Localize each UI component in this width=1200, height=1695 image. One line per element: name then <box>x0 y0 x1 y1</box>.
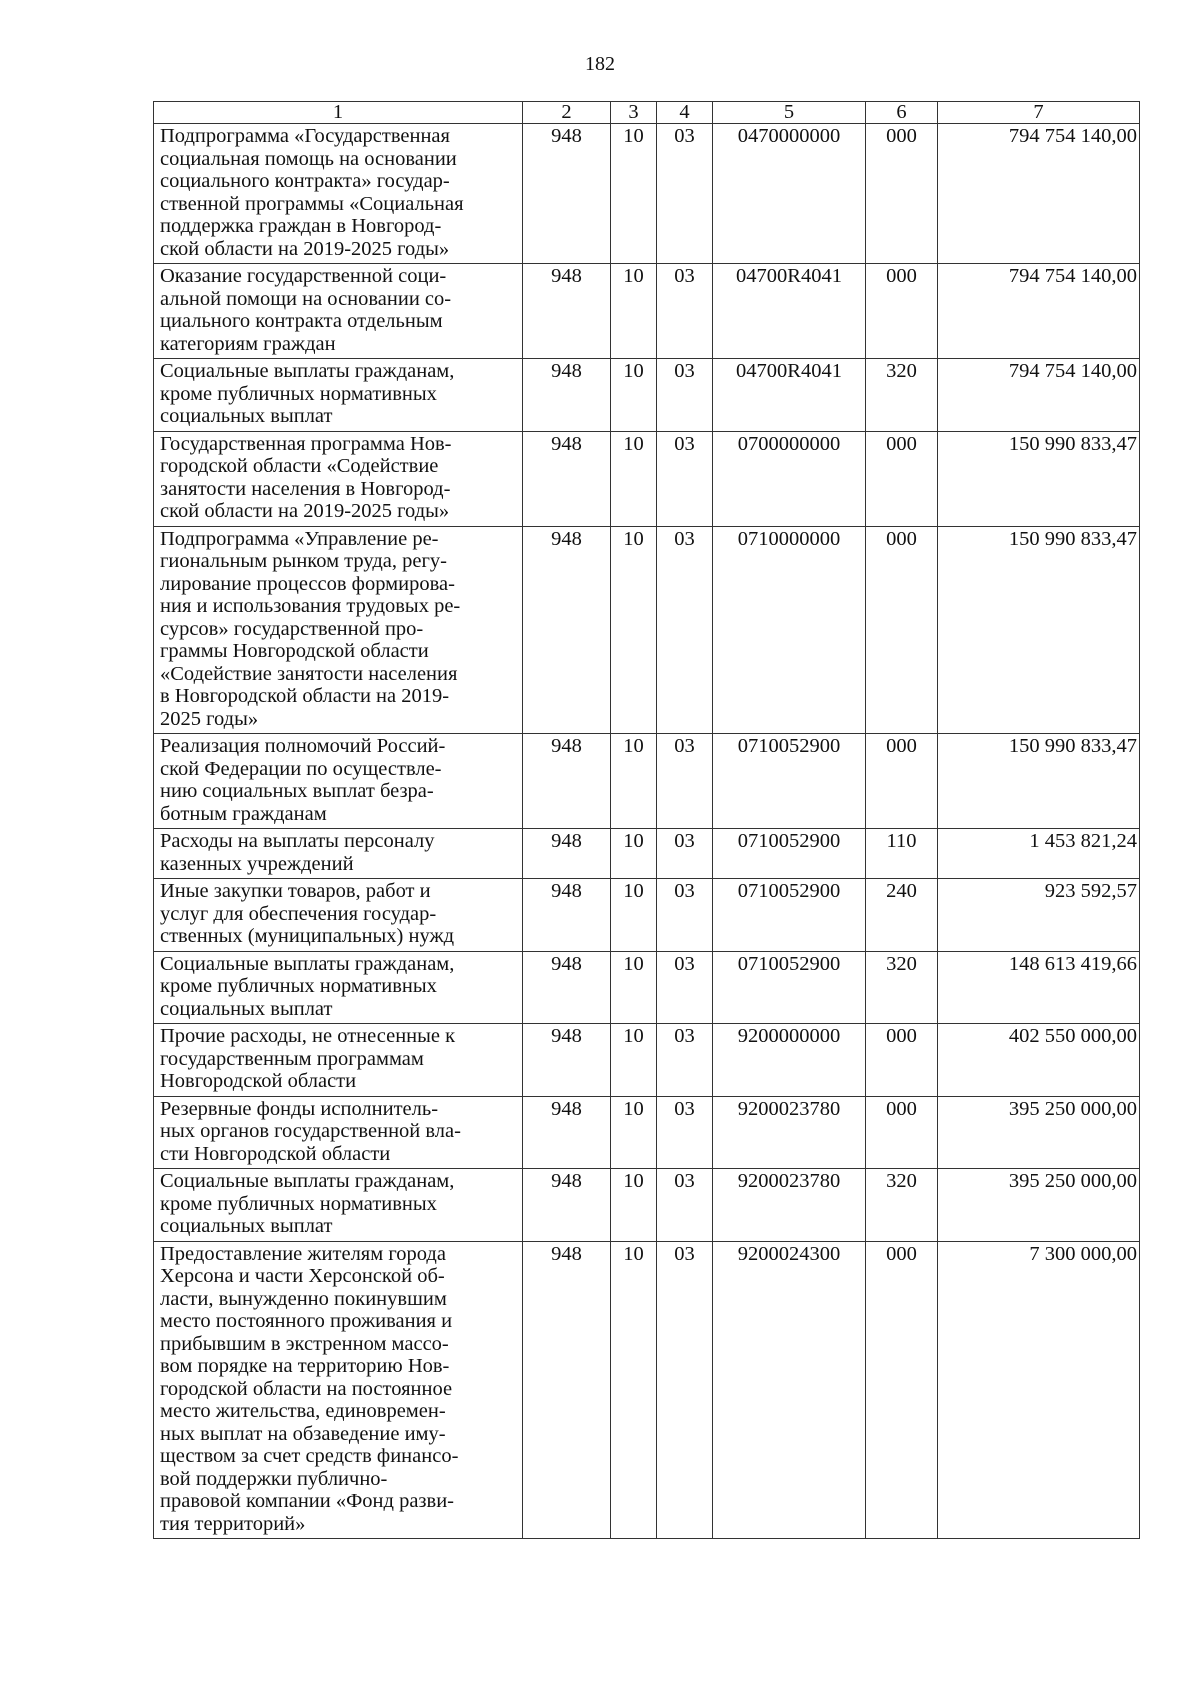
header-col-3: 3 <box>611 102 657 124</box>
ministry-code-cell: 948 <box>523 1024 611 1097</box>
table-row <box>154 431 1140 526</box>
item-name-line: Социальные выплаты гражданам, <box>160 360 455 382</box>
item-name-line: Государственная программа Нов- <box>160 432 452 455</box>
section-code-cell: 10 <box>611 1241 657 1539</box>
item-name-line: ществом за счет средств финансо- <box>160 1445 459 1467</box>
item-name-line: социальная помощь на основании <box>160 147 457 170</box>
item-name-line: место постоянного проживания и <box>160 1310 453 1332</box>
section-code-cell: 10 <box>611 431 657 526</box>
item-name-line: альной помощи на основании со- <box>160 287 452 310</box>
item-name-cell <box>154 526 523 734</box>
section-code-cell: 10 <box>611 734 657 829</box>
header-col-4: 4 <box>657 102 713 124</box>
ministry-code-cell: 948 <box>523 734 611 829</box>
ministry-code-cell: 948 <box>523 264 611 359</box>
item-name-line: поддержка граждан в Новгород- <box>160 215 442 237</box>
subsection-code-cell: 03 <box>657 1241 713 1539</box>
expense-type-cell: 000 <box>866 1024 938 1097</box>
expense-type-cell: 320 <box>866 951 938 1024</box>
item-name-line: Реализация полномочий Россий- <box>160 735 446 757</box>
amount-cell: 794 754 140,00 <box>938 359 1140 432</box>
item-name-line: Оказание государственной соци- <box>160 265 447 287</box>
item-name-line: ской Федерации по осуществле- <box>160 757 442 780</box>
item-name-line: ных выплат на обзаведение иму- <box>160 1422 446 1445</box>
section-code-cell: 10 <box>611 1096 657 1169</box>
item-name-line: Иные закупки товаров, работ и <box>160 880 431 902</box>
subsection-code-cell: 03 <box>657 359 713 432</box>
header-col-7: 7 <box>938 102 1140 124</box>
table-row <box>154 1096 1140 1169</box>
item-name-line: место жительства, единовремен- <box>160 1400 446 1422</box>
target-article-cell: 0700000000 <box>713 431 866 526</box>
page-number: 182 <box>585 53 615 75</box>
item-name-cell <box>154 734 523 829</box>
subsection-code-cell: 03 <box>657 1024 713 1097</box>
amount-cell: 794 754 140,00 <box>938 264 1140 359</box>
table-row <box>154 264 1140 359</box>
item-name-line: ных органов государственной вла- <box>160 1120 461 1142</box>
table-row <box>154 1169 1140 1242</box>
subsection-code-cell: 03 <box>657 1096 713 1169</box>
amount-cell: 794 754 140,00 <box>938 124 1140 264</box>
section-code-cell: 10 <box>611 124 657 264</box>
table-row <box>154 1024 1140 1097</box>
item-name-line: лирование процессов формирова- <box>160 572 455 595</box>
item-name-line: сурсов» государственной про- <box>160 617 424 640</box>
item-name-line: в Новгородской области на 2019- <box>160 685 450 707</box>
amount-cell: 395 250 000,00 <box>938 1096 1140 1169</box>
target-article-cell: 9200000000 <box>713 1024 866 1097</box>
header-col-2: 2 <box>523 102 611 124</box>
target-article-cell: 04700R4041 <box>713 359 866 432</box>
item-name-line: Новгородской области <box>160 1070 357 1092</box>
subsection-code-cell: 03 <box>657 431 713 526</box>
subsection-code-cell: 03 <box>657 124 713 264</box>
amount-cell: 395 250 000,00 <box>938 1169 1140 1242</box>
expense-type-cell: 000 <box>866 1096 938 1169</box>
item-name-line: ской области на 2019-2025 годы» <box>160 500 450 522</box>
item-name-line: государственным программам <box>160 1047 424 1070</box>
item-name-line: «Содействие занятости населения <box>160 662 458 685</box>
expense-type-cell: 000 <box>866 526 938 734</box>
item-name-line: граммы Новгородской области <box>160 640 429 662</box>
expense-type-cell: 240 <box>866 879 938 952</box>
item-name-cell <box>154 124 523 264</box>
item-name-line: ской области на 2019-2025 годы» <box>160 237 450 260</box>
ministry-code-cell: 948 <box>523 526 611 734</box>
item-name-line: социальных выплат <box>160 1215 333 1237</box>
item-name-line: категориям граждан <box>160 332 336 355</box>
table-row <box>154 124 1140 264</box>
budget-table <box>153 101 1140 1539</box>
item-name-cell <box>154 1024 523 1097</box>
item-name-line: 2025 годы» <box>160 707 259 730</box>
item-name-cell <box>154 359 523 432</box>
expense-type-cell: 000 <box>866 734 938 829</box>
amount-cell: 148 613 419,66 <box>938 951 1140 1024</box>
target-article-cell: 9200023780 <box>713 1096 866 1169</box>
expense-type-cell: 320 <box>866 359 938 432</box>
header-row <box>154 102 1140 124</box>
item-name-line: занятости населения в Новгород- <box>160 477 451 500</box>
item-name-line: ботным гражданам <box>160 802 327 825</box>
ministry-code-cell: 948 <box>523 951 611 1024</box>
section-code-cell: 10 <box>611 879 657 952</box>
item-name-cell <box>154 879 523 952</box>
header-col-1: 1 <box>154 102 523 124</box>
item-name-line: вой поддержки публично- <box>160 1467 388 1490</box>
expense-type-cell: 000 <box>866 124 938 264</box>
item-name-line: городской области «Содействие <box>160 455 439 477</box>
section-code-cell: 10 <box>611 526 657 734</box>
item-name-line: кроме публичных нормативных <box>160 975 437 997</box>
ministry-code-cell: 948 <box>523 359 611 432</box>
amount-cell: 923 592,57 <box>938 879 1140 952</box>
item-name-line: Подпрограмма «Управление ре- <box>160 527 439 550</box>
item-name-line: гиональным рынком труда, регу- <box>160 550 447 572</box>
item-name-cell <box>154 264 523 359</box>
table-row <box>154 829 1140 879</box>
item-name-line: тия территорий» <box>160 1512 306 1535</box>
section-code-cell: 10 <box>611 1169 657 1242</box>
target-article-cell: 0710000000 <box>713 526 866 734</box>
item-name-line: вом порядке на территорию Нов- <box>160 1355 450 1377</box>
expense-type-cell: 000 <box>866 431 938 526</box>
table-header <box>154 102 1140 124</box>
section-code-cell: 10 <box>611 359 657 432</box>
item-name-line: городской области на постоянное <box>160 1377 453 1400</box>
amount-cell: 150 990 833,47 <box>938 431 1140 526</box>
item-name-cell <box>154 829 523 879</box>
item-name-line: кроме публичных нормативных <box>160 382 437 405</box>
section-code-cell: 10 <box>611 829 657 879</box>
ministry-code-cell: 948 <box>523 431 611 526</box>
expense-type-cell: 000 <box>866 264 938 359</box>
item-name-line: Прочие расходы, не отнесенные к <box>160 1025 456 1047</box>
item-name-line: кроме публичных нормативных <box>160 1192 437 1215</box>
subsection-code-cell: 03 <box>657 734 713 829</box>
subsection-code-cell: 03 <box>657 264 713 359</box>
expense-type-cell: 110 <box>866 829 938 879</box>
amount-cell: 150 990 833,47 <box>938 526 1140 734</box>
subsection-code-cell: 03 <box>657 1169 713 1242</box>
item-name-line: нию социальных выплат безра- <box>160 780 434 802</box>
target-article-cell: 9200024300 <box>713 1241 866 1539</box>
expense-type-cell: 320 <box>866 1169 938 1242</box>
item-name-line: Подпрограмма «Государственная <box>160 125 450 147</box>
item-name-line: ласти, вынужденно покинувшим <box>160 1287 447 1310</box>
item-name-cell <box>154 431 523 526</box>
item-name-line: Предоставление жителям города <box>160 1242 446 1265</box>
subsection-code-cell: 03 <box>657 829 713 879</box>
item-name-cell <box>154 951 523 1024</box>
item-name-line: ственных (муниципальных) нужд <box>160 925 455 947</box>
header-col-5: 5 <box>713 102 866 124</box>
ministry-code-cell: 948 <box>523 1241 611 1539</box>
section-code-cell: 10 <box>611 951 657 1024</box>
item-name-line: Социальные выплаты гражданам, <box>160 952 455 975</box>
section-code-cell: 10 <box>611 1024 657 1097</box>
table-row <box>154 1241 1140 1539</box>
item-name-line: социальных выплат <box>160 997 333 1020</box>
target-article-cell: 0710052900 <box>713 734 866 829</box>
item-name-line: Социальные выплаты гражданам, <box>160 1170 455 1192</box>
amount-cell: 402 550 000,00 <box>938 1024 1140 1097</box>
item-name-line: прибывшим в экстренном массо- <box>160 1332 449 1355</box>
target-article-cell: 0470000000 <box>713 124 866 264</box>
item-name-line: сти Новгородской области <box>160 1142 391 1165</box>
item-name-line: социальных выплат <box>160 405 333 427</box>
expense-type-cell: 000 <box>866 1241 938 1539</box>
amount-cell: 7 300 000,00 <box>938 1241 1140 1539</box>
item-name-line: ния и использования трудовых ре- <box>160 595 461 617</box>
target-article-cell: 0710052900 <box>713 879 866 952</box>
item-name-line: услуг для обеспечения государ- <box>160 902 437 925</box>
target-article-cell: 04700R4041 <box>713 264 866 359</box>
table-row <box>154 734 1140 829</box>
target-article-cell: 0710052900 <box>713 829 866 879</box>
item-name-line: Херсона и части Херсонской об- <box>160 1265 445 1287</box>
item-name-line: социального контракта» государ- <box>160 170 450 192</box>
subsection-code-cell: 03 <box>657 526 713 734</box>
amount-cell: 150 990 833,47 <box>938 734 1140 829</box>
table-row <box>154 879 1140 952</box>
item-name-line: Расходы на выплаты персоналу <box>160 830 435 852</box>
table-row <box>154 526 1140 734</box>
ministry-code-cell: 948 <box>523 1096 611 1169</box>
item-name-line: казенных учреждений <box>160 852 354 875</box>
table-row <box>154 359 1140 432</box>
table-row <box>154 951 1140 1024</box>
item-name-line: Резервные фонды исполнитель- <box>160 1097 439 1120</box>
item-name-cell <box>154 1169 523 1242</box>
subsection-code-cell: 03 <box>657 951 713 1024</box>
target-article-cell: 0710052900 <box>713 951 866 1024</box>
table-body <box>154 124 1140 1539</box>
ministry-code-cell: 948 <box>523 829 611 879</box>
item-name-cell <box>154 1241 523 1539</box>
ministry-code-cell: 948 <box>523 124 611 264</box>
header-col-6: 6 <box>866 102 938 124</box>
item-name-cell <box>154 1096 523 1169</box>
item-name-line: циального контракта отдельным <box>160 310 443 332</box>
ministry-code-cell: 948 <box>523 879 611 952</box>
amount-cell: 1 453 821,24 <box>938 829 1140 879</box>
target-article-cell: 9200023780 <box>713 1169 866 1242</box>
item-name-line: правовой компании «Фонд разви- <box>160 1490 454 1512</box>
ministry-code-cell: 948 <box>523 1169 611 1242</box>
subsection-code-cell: 03 <box>657 879 713 952</box>
section-code-cell: 10 <box>611 264 657 359</box>
item-name-line: ственной программы «Социальная <box>160 192 464 215</box>
